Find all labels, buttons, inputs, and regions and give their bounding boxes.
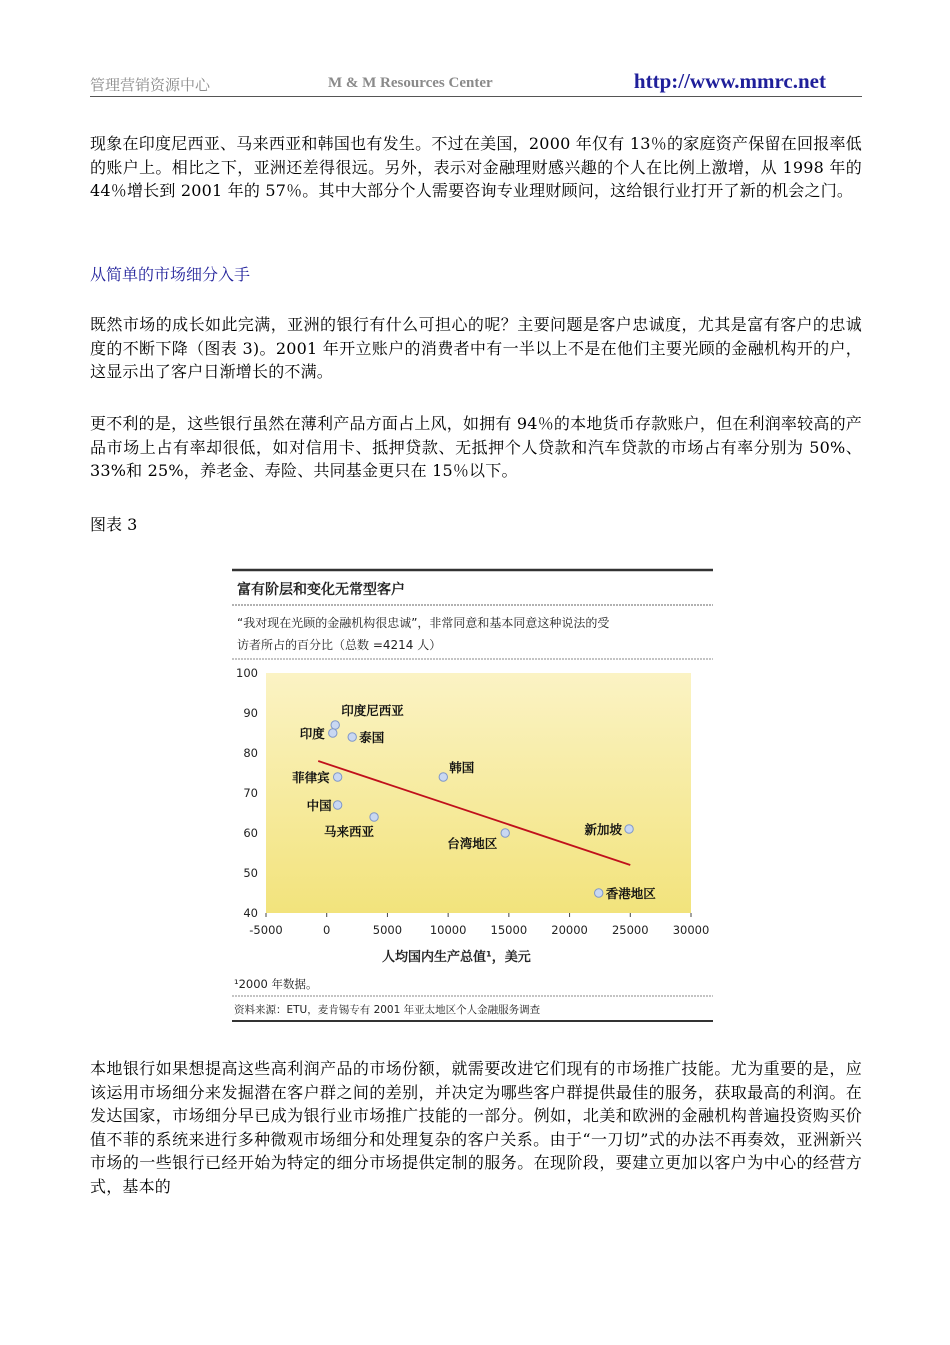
x-axis-label: 人均国内生产总值¹，美元: [382, 950, 531, 965]
chart-title: 富有阶层和变化无常型客户: [237, 582, 405, 598]
point-label: 马来西亚: [324, 824, 375, 839]
chart-source: 资料来源：ETU，麦肯锡专有 2001 年亚太地区个人金融服务调查: [234, 1004, 541, 1016]
figure-caption: 图表 3: [90, 515, 138, 534]
point-label: 中国: [306, 798, 332, 813]
chart-footnote: ¹2000 年数据。: [234, 977, 318, 991]
x-tick-label: 30000: [672, 923, 710, 937]
scatter-chart: [232, 565, 713, 1023]
y-tick-label: 50: [243, 866, 258, 880]
point-label: 新加坡: [584, 822, 623, 837]
chart-subtitle-line2: 访者所占的百分比（总数 =4214 人）: [237, 638, 442, 652]
data-point: [329, 729, 337, 737]
x-tick-label: 0: [323, 923, 331, 937]
point-label: 菲律宾: [292, 770, 330, 785]
point-label: 韩国: [449, 760, 475, 775]
point-label: 印度尼西亚: [341, 703, 404, 718]
x-tick-label: 10000: [429, 923, 467, 937]
page-header: [90, 68, 862, 97]
y-axis-ticks: [236, 666, 258, 920]
paragraph-3: 更不利的是，这些银行虽然在薄利产品方面占上风，如拥有 94％的本地货币存款账户，但在利润率较高的产品市场上占有率却很低，如对信用卡、抵押贷款、无抵押个人贷款和汽车贷款的市场占有率分别为 50%、33%和 25%，养老金、寿险、共同基金更只在 15％以下。: [90, 414, 862, 480]
y-tick-label: 90: [243, 706, 258, 720]
x-tick-label: 20000: [551, 923, 588, 937]
y-tick-label: 100: [236, 666, 258, 680]
data-point: [333, 773, 341, 781]
header-center-title: M & M Resources Center: [328, 75, 493, 91]
data-point: [439, 773, 447, 781]
y-tick-label: 80: [243, 746, 258, 760]
x-tick-label: 5000: [372, 923, 403, 937]
section-heading: 从简单的市场细分入手: [90, 265, 251, 284]
data-point: [331, 721, 339, 729]
plot-area: [266, 673, 691, 913]
paragraph-2: 既然市场的成长如此完满，亚洲的银行有什么可担心的呢？主要问题是客户忠诚度，尤其是富有客户的忠诚度的不断下降（图表 3)。2001 年开立账户的消费者中有一半以上不是在他们主要光顾的金融机构开的户，这显示出了客户日渐增长的不满。: [90, 315, 862, 381]
data-point: [348, 733, 356, 741]
x-tick-label: -5000: [249, 923, 283, 937]
x-tick-label: 15000: [490, 923, 528, 937]
point-label: 泰国: [359, 730, 385, 745]
data-point: [370, 813, 378, 821]
x-tick-label: 25000: [611, 923, 649, 937]
y-tick-label: 40: [243, 906, 258, 920]
paragraph-4: 本地银行如果想提高这些高利润产品的市场份额，就需要改进它们现有的市场推广技能。尤为重要的是，应该运用市场细分来发掘潜在客户群之间的差别，并决定为哪些客户群提供最佳的服务，获取最高的利润。在发达国家，市场细分早已成为银行业市场推广技能的一部分。例如，北美和欧洲的金融机构普遍投资购买价值不菲的系统来进行多种微观市场细分和处理复杂的客户关系。由于“一刀切”式的办法不再奏效，亚洲新兴市场的一些银行已经开始为特定的细分市场提供定制的服务。在现阶段，要建立更加以客户为中心的经营方式，基本的: [90, 1059, 862, 1196]
data-point: [625, 825, 633, 833]
y-tick-label: 70: [243, 786, 258, 800]
chart-subtitle-line1: “我对现在光顾的金融机构很忠诚”，非常同意和基本同意这种说法的受: [237, 616, 610, 630]
point-label: 台湾地区: [447, 836, 498, 851]
x-axis-ticks: [249, 913, 709, 937]
y-tick-label: 60: [243, 826, 258, 840]
paragraph-1: 现象在印度尼西亚、马来西亚和韩国也有发生。不过在美国，2000 年仅有 13％的家庭资产保留在回报率低的账户上。相比之下，亚洲还差得很远。另外，表示对金融理财感兴趣的个人在比例上激增，从 1998 年的 44％增长到 2001 年的 57％。其中大部分个人需要咨询专业理财顾问，这给银行业打开了新的机会之门。: [90, 134, 862, 200]
header-website-link[interactable]: http://www.mmrc.net: [633, 69, 826, 93]
data-point: [595, 889, 603, 897]
data-point: [333, 801, 341, 809]
point-label: 香港地区: [605, 886, 656, 901]
header-org-name: 管理营销资源中心: [90, 76, 211, 94]
chart-figure: [232, 565, 713, 1023]
data-point: [501, 829, 509, 837]
point-label: 印度: [299, 726, 325, 741]
